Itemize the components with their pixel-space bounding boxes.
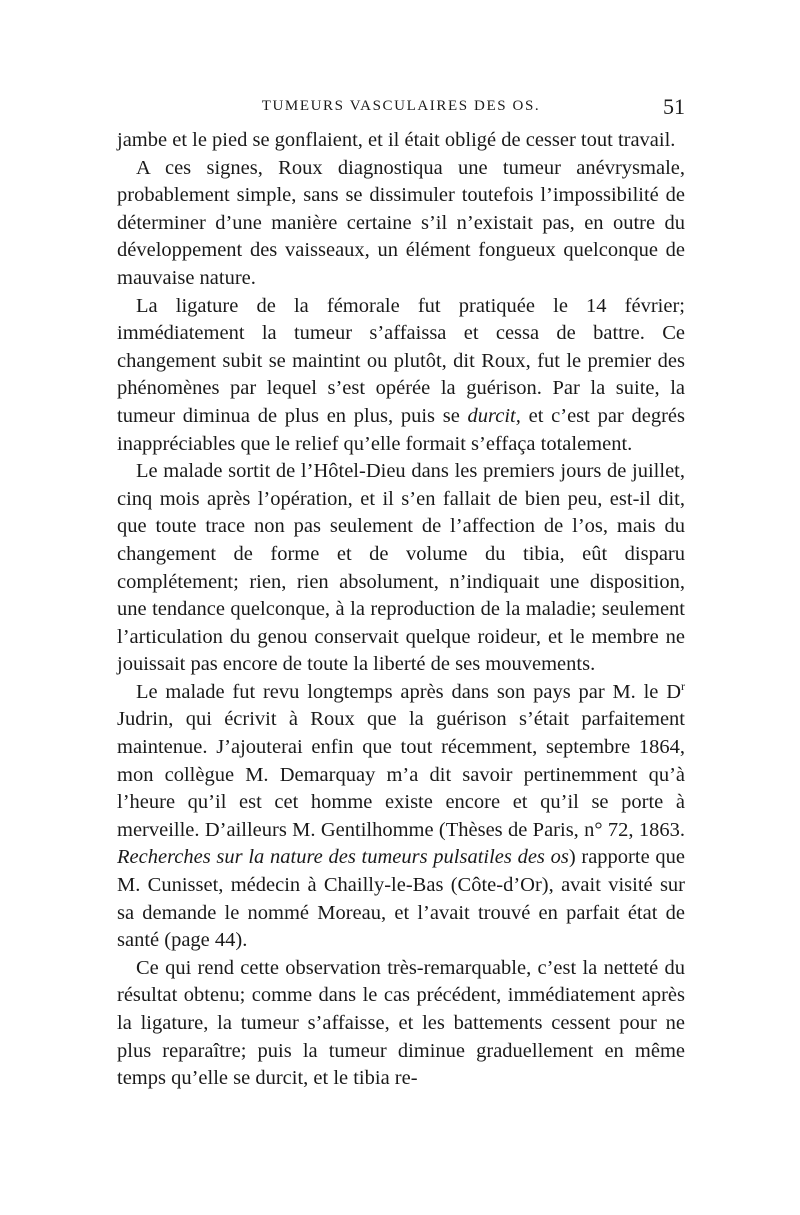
italic-term: durcit, <box>467 404 521 427</box>
paragraph-text: et c’est par degrés inappréciables que le relief qu’elle formait s’effaça totalement. <box>117 404 685 455</box>
paragraph-continued <box>117 127 685 155</box>
paragraph-discharge <box>117 458 685 679</box>
page-number: 51 <box>663 94 685 119</box>
paragraph-text: Le malade sortit de l’Hôtel-Dieu dans les premiers jours de juillet, cinq mois après l’opération, et il s’en fallait de bien peu, est-il dit, que toute trace non pas seulement de l’affection de l’os, mais du changement de forme et de volume du tibia, eût disparu complétement; rien, rien absolument, n’indiquait une disposition, une tendance quelconque, à la reproduction de la maladie; seulement l’articulation du genou conservait quelque roideur, et le membre ne jouissait pas encore de toute la liberté de ses mouvements. <box>117 460 685 676</box>
body-text <box>117 127 685 1093</box>
superscript: r <box>681 679 685 694</box>
paragraph-remark <box>117 955 685 1093</box>
paragraph-diagnosis <box>117 155 685 293</box>
paragraph-text: jambe et le pied se gonflaient, et il était obligé de cesser tout travail. <box>117 129 676 151</box>
paragraph-follow-up <box>117 679 685 955</box>
paragraph-text: Le malade fut revu longtemps après dans son pays par M. le D <box>136 680 681 703</box>
italic-citation: Recherches sur la nature des tumeurs pulsatiles des os <box>117 846 569 869</box>
paragraph-ligature <box>117 293 685 459</box>
paragraph-text: La ligature de la fémorale fut pratiquée le 14 février; immédiatement la tumeur s’affaissa et cessa de battre. Ce changement subit se maintint ou plutôt, dit Roux, fut le premier des phénomènes par lequel s’est opérée la guérison. Par la suite, la tumeur diminua de plus en plus, puis se <box>117 294 685 427</box>
paragraph-text: A ces signes, Roux diagnostiqua une tumeur anévrysmale, probablement simple, sans se dissimuler toutefois l’impossibilité de déterminer d’une manière certaine s’il n’existait pas, en outre du développement des vaisseaux, un élément fongueux quelconque de mauvaise nature. <box>117 156 685 289</box>
running-title: TUMEURS VASCULAIRES DES OS. <box>261 98 541 114</box>
paragraph-text: Ce qui rend cette observation très-remarquable, c’est la netteté du résultat obtenu; comme dans le cas précédent, immédiatement après la ligature, la tumeur s’affaisse, et les battements cessent pour ne plus reparaître; puis la tumeur diminue graduellement en même temps qu’elle se durcit, et le tibia re- <box>117 956 685 1090</box>
paragraph-text: ) rapporte que M. Cunisset, médecin à Chailly-le-Bas (Côte-d’Or), avait visité sur sa demande le nommé Moreau, et l’avait trouvé en parfait état de santé (page 44). <box>117 846 685 952</box>
paragraph-text: Judrin, qui écrivit à Roux que la guérison s’était parfaitement maintenue. J’ajouterai enfin que tout récemment, septembre 1864, mon collègue M. Demarquay m’a dit savoir pertinemment qu’à l’heure qu’il est cet homme existe encore et qu’il se porte à merveille. D’ailleurs M. Gentilhomme (Thèses de Paris, n° 72, 1863. <box>117 708 685 841</box>
running-head <box>117 94 685 120</box>
